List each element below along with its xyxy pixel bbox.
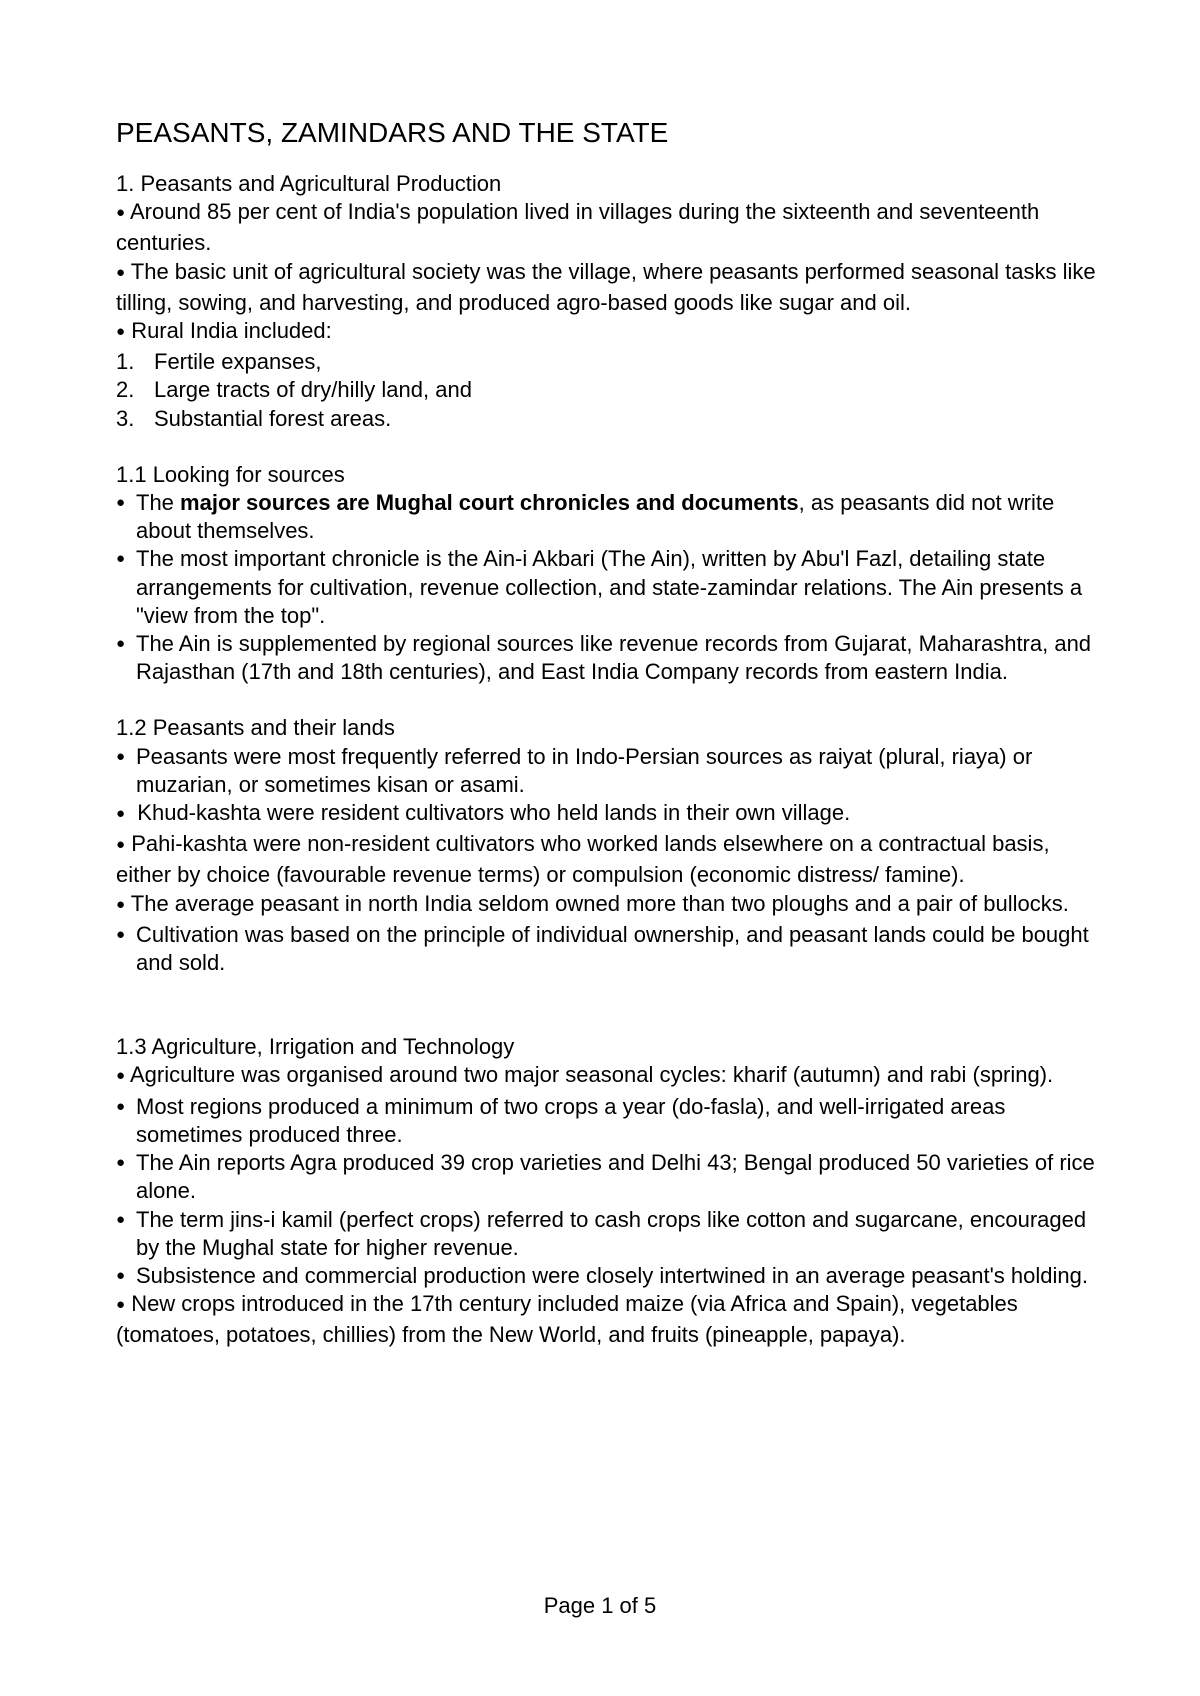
bullet-icon: ● bbox=[116, 1097, 126, 1115]
spacer bbox=[116, 977, 1106, 1033]
bullet-item: ● The term jins-i kamil (perfect crops) referred to cash crops like cotton and sugarcane, encouraged by the Mughal state for higher revenue. bbox=[116, 1206, 1106, 1262]
bullet-icon: ● bbox=[116, 204, 126, 222]
section-heading-1-2: 1.2 Peasants and their lands bbox=[116, 715, 395, 741]
bullet-icon: ● bbox=[116, 747, 126, 765]
paragraph-bullet: ● Agriculture was organised around two major seasonal cycles: kharif (autumn) and rabi (spring). bbox=[116, 1062, 1054, 1088]
bullet-item: ● The Ain is supplemented by regional sources like revenue records from Gujarat, Maharashtra, and Rajasthan (17th and 18th centuries), and East India Company records from eastern India. bbox=[116, 630, 1106, 686]
paragraph-bullet: ● Khud-kashta were resident cultivators who held lands in their own village. bbox=[116, 800, 851, 826]
bullet-icon: ● bbox=[116, 895, 126, 913]
bullet-icon: ● bbox=[116, 1154, 126, 1172]
paragraph-bullet: ● Rural India included: bbox=[116, 318, 332, 344]
bullet-item: ● Peasants were most frequently referred to in Indo-Persian sources as raiyat (plural, riaya) or muzarian, or sometimes kisan or asami. bbox=[116, 743, 1106, 799]
paragraph-bullet: ● The basic unit of agricultural society was the village, where peasants performed seasonal tasks like tilling, sowing, and harvesting, and produced agro-based goods like sugar and oil. bbox=[116, 258, 1096, 315]
bullet-icon: ● bbox=[116, 635, 126, 653]
bullet-icon: ● bbox=[116, 494, 126, 512]
page-number: Page 1 of 5 bbox=[543, 1593, 657, 1618]
bullet-icon: ● bbox=[116, 323, 126, 341]
bullet-icon: ● bbox=[116, 1210, 126, 1228]
bullet-icon: ● bbox=[116, 550, 126, 568]
paragraph-bullet: ● The average peasant in north India seldom owned more than two ploughs and a pair of bullocks. bbox=[116, 890, 1069, 916]
paragraph-bullet: ● Pahi-kashta were non-resident cultivators who worked lands elsewhere on a contractual basis, either by choice (favourable revenue terms) or compulsion (economic distress/ famine). bbox=[116, 831, 1050, 888]
spacer bbox=[116, 433, 1106, 461]
bullet-icon: ● bbox=[116, 925, 126, 943]
numbered-item: 2. Large tracts of dry/hilly land, and bbox=[116, 377, 472, 403]
section-heading-1-3: 1.3 Agriculture, Irrigation and Technology bbox=[116, 1034, 515, 1060]
bullet-item: ● Subsistence and commercial production were closely intertwined in an average peasant's holding. bbox=[116, 1262, 1106, 1290]
bullet-item: ● The most important chronicle is the Ain-i Akbari (The Ain), written by Abu'l Fazl, detailing state arrangements for cultivation, revenue collection, and state-zamindar relations. The Ain presents a "view from the top". bbox=[116, 545, 1106, 630]
bullet-icon: ● bbox=[116, 263, 126, 281]
bullet-icon: ● bbox=[116, 805, 126, 823]
bullet-icon: ● bbox=[116, 1266, 126, 1284]
section-heading-1: 1. Peasants and Agricultural Production bbox=[116, 171, 502, 196]
bullet-icon: ● bbox=[116, 1296, 126, 1314]
numbered-item: 3. Substantial forest areas. bbox=[116, 405, 392, 431]
paragraph-bullet: ● New crops introduced in the 17th century included maize (via Africa and Spain), vegetables (tomatoes, potatoes, chillies) from the New World, and fruits (pineapple, papaya). bbox=[116, 1291, 1018, 1348]
bullet-item: ● Most regions produced a minimum of two crops a year (do-fasla), and well-irrigated areas sometimes produced three. bbox=[116, 1093, 1106, 1149]
bullet-icon: ● bbox=[116, 1067, 126, 1085]
bullet-item: ● The Ain reports Agra produced 39 crop varieties and Delhi 43; Bengal produced 50 varieties of rice alone. bbox=[116, 1149, 1106, 1205]
numbered-item: 1. Fertile expanses, bbox=[116, 349, 322, 375]
section-heading-1-1: 1.1 Looking for sources bbox=[116, 461, 345, 487]
document-title: PEASANTS, ZAMINDARS AND THE STATE bbox=[116, 117, 669, 148]
bullet-item: ● The major sources are Mughal court chronicles and documents, as peasants did not write about themselves. bbox=[116, 489, 1106, 545]
paragraph-bullet: ● Around 85 per cent of India's population lived in villages during the sixteenth and seventeenth centuries. bbox=[116, 199, 1040, 256]
page-content bbox=[116, 116, 1106, 1350]
bullet-icon: ● bbox=[116, 836, 126, 854]
spacer bbox=[116, 686, 1106, 714]
bullet-item: ● Cultivation was based on the principle of individual ownership, and peasant lands could be bought and sold. bbox=[116, 921, 1106, 977]
